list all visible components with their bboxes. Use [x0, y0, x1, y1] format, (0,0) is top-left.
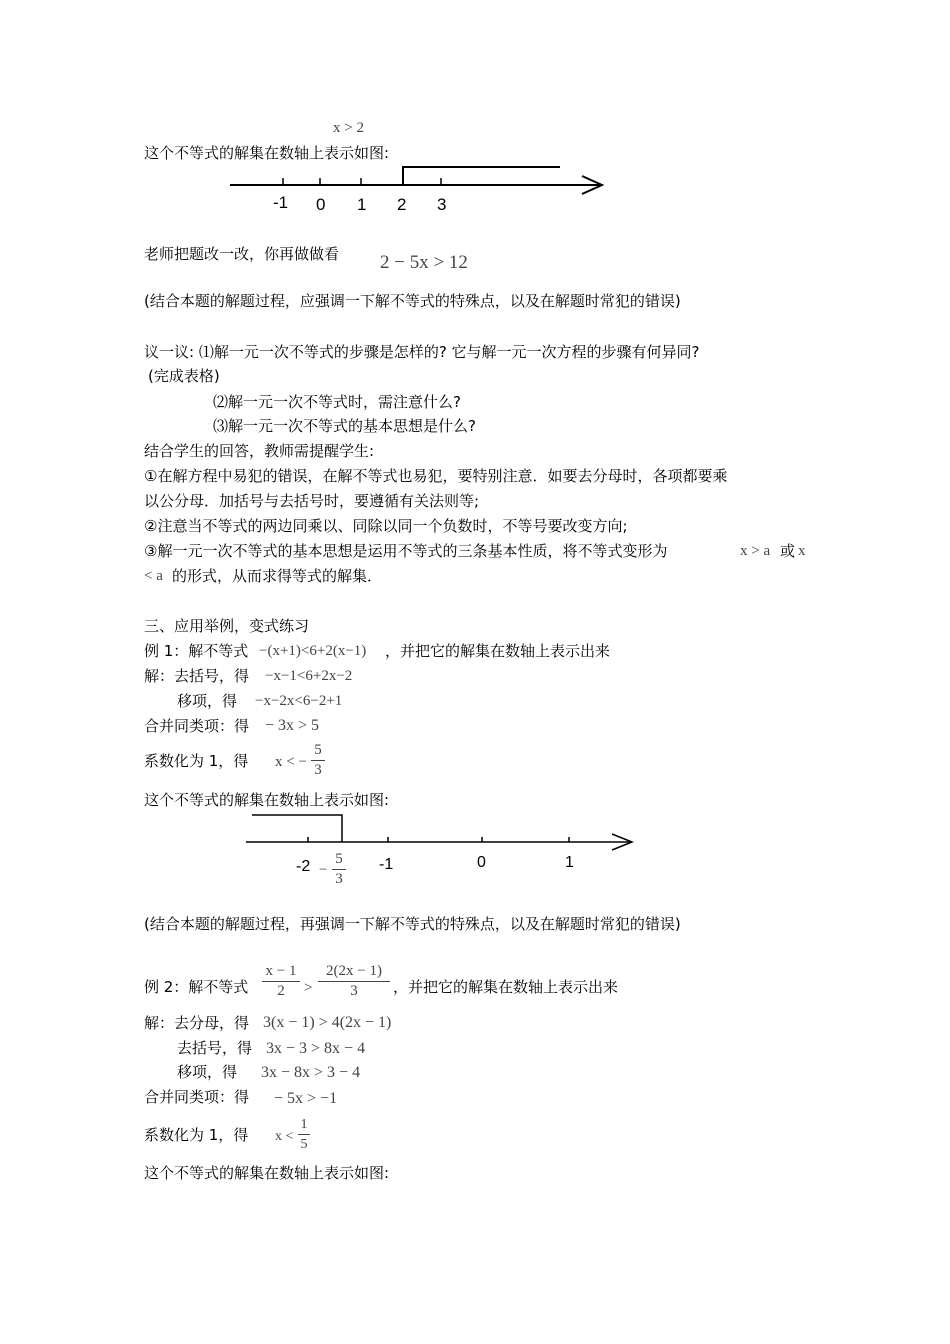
note-2: (结合本题的解题过程，再强调一下解不等式的特殊点，以及在解题时常犯的错误) [144, 915, 681, 933]
ex1-step4-label: 系数化为 1，得 [144, 752, 249, 770]
ex2-step1-expr: 3(x − 1) > 4(2x − 1) [263, 1014, 392, 1031]
ex2-axis-caption: 这个不等式的解集在数轴上表示如图: [144, 1164, 390, 1182]
axis2-label-neg1: -1 [379, 856, 394, 873]
discussion-q1-table: (完成表格) [148, 367, 220, 385]
ex1-step3-expr: − 3x > 5 [265, 717, 320, 734]
teacher-reminder: 结合学生的回答，教师需提醒学生: [144, 442, 375, 460]
axis1-label-neg1: -1 [273, 193, 289, 212]
axis2-frac-num: 5 [335, 851, 343, 867]
axis1-caption: 这个不等式的解集在数轴上表示如图: [144, 144, 390, 162]
section-3-heading: 三、应用举例，变式练习 [144, 617, 310, 635]
ex1-step4-lhs: x < − [275, 754, 307, 770]
ex1-step4-num: 5 [314, 742, 322, 758]
example-1-label: 例 1：解不等式 [144, 642, 249, 660]
ex2-step5-fraction [298, 1116, 310, 1153]
ex1-step3-label: 合并同类项：得 [144, 717, 250, 735]
example-1-expr: −(x+1)<6+2(x−1) [259, 643, 367, 659]
point-3b: 的形式，从而求得等式的解集． [172, 567, 383, 585]
point-2: ②注意当不等式的两边同乘以、同除以同一个负数时，不等号要改变方向; [144, 517, 628, 535]
axis2-frac-den: 3 [335, 871, 343, 887]
note-1: (结合本题的解题过程，应强调一下解不等式的特殊点，以及在解题时常犯的错误) [144, 292, 681, 310]
point-1a: ①在解方程中易犯的错误，在解不等式也易犯，要特别注意．如要去分母时，各项都要乘 [144, 467, 728, 485]
example-1-tail: ，并把它的解集在数轴上表示出来 [385, 642, 611, 660]
ex2-step3-expr: 3x − 8x > 3 − 4 [261, 1064, 361, 1081]
ex2-rhs-fraction [318, 963, 390, 1000]
axis2-caption: 这个不等式的解集在数轴上表示如图: [144, 791, 390, 809]
ex1-step2-label: 移项，得 [177, 692, 238, 710]
ex2-rhs-den: 3 [350, 983, 358, 999]
discussion-q2: ⑵解一元一次不等式时，需注意什么? [213, 393, 461, 411]
axis1-label-0: 0 [316, 195, 326, 214]
math-x-gt-2: x > 2 [333, 120, 364, 136]
axis2-label-neg2: -2 [296, 858, 311, 875]
ex2-lhs-den: 2 [277, 983, 285, 999]
discussion-q1: 议一议: ⑴解一元一次不等式的步骤是怎样的? 它与解一元一次方程的步骤有何异同? [144, 343, 700, 361]
ex2-step5-label: 系数化为 1，得 [144, 1126, 249, 1144]
axis2-label-0: 0 [477, 854, 486, 871]
ex2-step4-expr: − 5x > −1 [274, 1090, 338, 1107]
example-2-label: 例 2：解不等式 [144, 978, 249, 996]
ex2-step2-expr: 3x − 3 > 8x − 4 [266, 1040, 366, 1057]
axis2-label-1: 1 [565, 854, 574, 871]
axis2-frac-sign: − [319, 862, 328, 878]
point-3a: ③解一元一次不等式的基本思想是运用不等式的三条基本性质，将不等式变形为 [144, 542, 668, 560]
axis1-label-3: 3 [437, 195, 447, 214]
math-x: x [798, 543, 806, 559]
ex2-lhs-fraction [262, 963, 300, 1000]
exercise-prompt: 老师把题改一改，你再做做看 [144, 245, 340, 263]
ex1-step1-expr: −x−1<6+2x−2 [265, 668, 353, 684]
word-or: 或 [780, 542, 796, 560]
ex2-gt: > [304, 980, 313, 996]
ex2-rhs-num: 2(2x − 1) [326, 963, 382, 979]
ex1-step4-den: 3 [314, 762, 322, 778]
axis2-solution-bracket [252, 815, 342, 842]
ex2-step1-label: 解：去分母，得 [144, 1014, 250, 1032]
point-1b: 以公分母．加括号与去括号时，要遵循有关法则等; [144, 492, 480, 510]
axis1-label-2: 2 [397, 195, 407, 214]
ex2-step5-den: 5 [300, 1137, 308, 1152]
ex2-step4-label: 合并同类项：得 [144, 1088, 250, 1106]
example-2-tail: ，并把它的解集在数轴上表示出来 [393, 978, 619, 996]
ex2-step3-label: 移项，得 [177, 1063, 238, 1081]
ex2-step5-num: 1 [300, 1117, 308, 1132]
ex2-lhs-num: x − 1 [265, 963, 297, 979]
math-x-gt-a: x > a [740, 543, 771, 559]
math-lt-a: < a [144, 568, 163, 584]
math-2-5x-gt-12: 2 − 5x > 12 [380, 252, 468, 273]
discussion-q3: ⑶解一元一次不等式的基本思想是什么? [213, 417, 476, 435]
ex1-step1-label: 解：去括号，得 [144, 667, 250, 685]
axis1-label-1: 1 [357, 195, 367, 214]
axis2-label-frac [332, 851, 346, 888]
ex2-step2-label: 去括号，得 [177, 1039, 253, 1057]
ex2-step5-lhs: x < [275, 1129, 294, 1144]
ex1-step2-expr: −x−2x<6−2+1 [255, 693, 343, 709]
